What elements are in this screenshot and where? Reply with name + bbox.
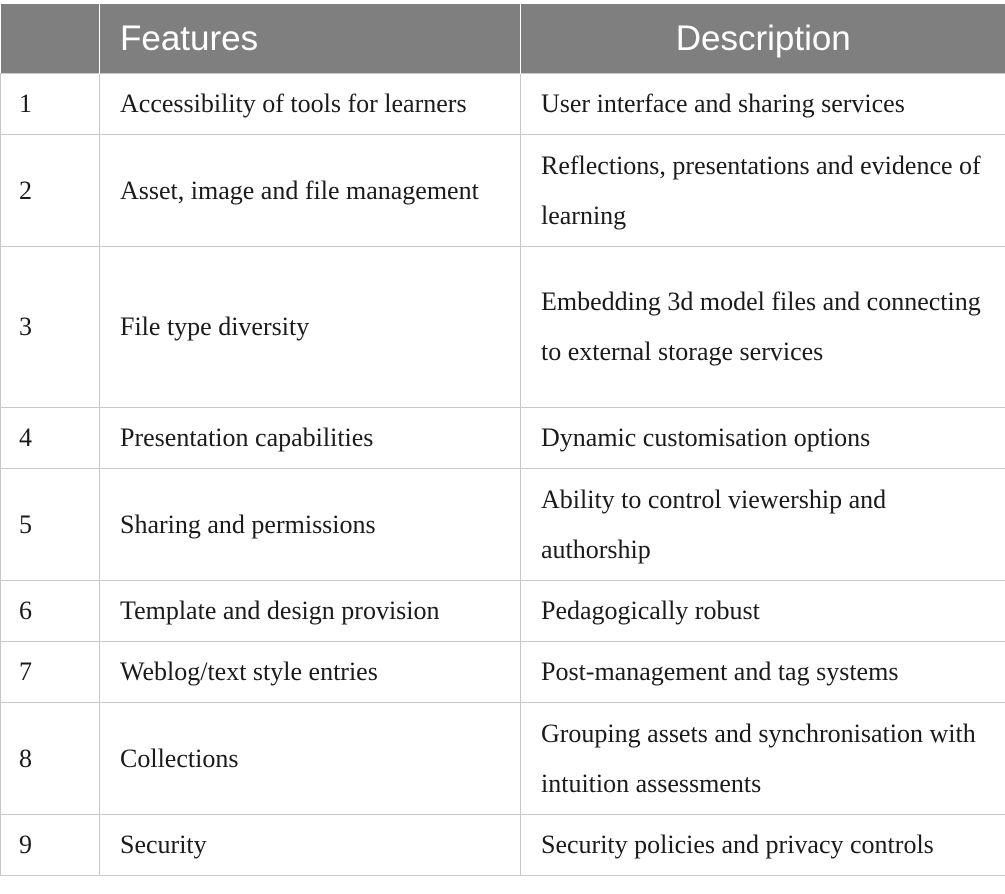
table-row bbox=[1, 135, 1005, 247]
row-feature: Collections bbox=[100, 703, 521, 815]
row-number: 4 bbox=[1, 408, 100, 469]
row-description: Reflections, presentations and evidence of learning bbox=[521, 135, 1005, 247]
row-number: 6 bbox=[1, 581, 100, 642]
row-feature: Security bbox=[100, 815, 521, 876]
header-row bbox=[1, 4, 1005, 74]
row-description: Embedding 3d model files and connecting to external storage services bbox=[521, 247, 1005, 408]
table-row bbox=[1, 703, 1005, 815]
row-feature: Asset, image and file management bbox=[100, 135, 521, 247]
row-description: Security policies and privacy controls bbox=[521, 815, 1005, 876]
row-description: Grouping assets and synchronisation with intuition assessments bbox=[521, 703, 1005, 815]
row-feature: Accessibility of tools for learners bbox=[100, 74, 521, 135]
header-description: Description bbox=[521, 4, 1005, 74]
features-table bbox=[0, 4, 1005, 876]
table-row bbox=[1, 581, 1005, 642]
row-feature: Sharing and permissions bbox=[100, 469, 521, 581]
table-row bbox=[1, 74, 1005, 135]
row-description: Pedagogically robust bbox=[521, 581, 1005, 642]
row-number: 5 bbox=[1, 469, 100, 581]
row-description: Ability to control viewership and authorship bbox=[521, 469, 1005, 581]
table-row bbox=[1, 642, 1005, 703]
row-feature: Weblog/text style entries bbox=[100, 642, 521, 703]
row-number: 3 bbox=[1, 247, 100, 408]
row-number: 7 bbox=[1, 642, 100, 703]
row-description: Dynamic customisation options bbox=[521, 408, 1005, 469]
table-row bbox=[1, 815, 1005, 876]
header-features: Features bbox=[100, 4, 521, 74]
row-feature: Presentation capabilities bbox=[100, 408, 521, 469]
row-number: 1 bbox=[1, 74, 100, 135]
table-row bbox=[1, 469, 1005, 581]
row-number: 8 bbox=[1, 703, 100, 815]
header-number bbox=[1, 4, 100, 74]
row-feature: File type diversity bbox=[100, 247, 521, 408]
table-row bbox=[1, 408, 1005, 469]
table-row bbox=[1, 247, 1005, 408]
row-feature: Template and design provision bbox=[100, 581, 521, 642]
row-description: Post-management and tag systems bbox=[521, 642, 1005, 703]
row-number: 2 bbox=[1, 135, 100, 247]
row-description: User interface and sharing services bbox=[521, 74, 1005, 135]
row-number: 9 bbox=[1, 815, 100, 876]
